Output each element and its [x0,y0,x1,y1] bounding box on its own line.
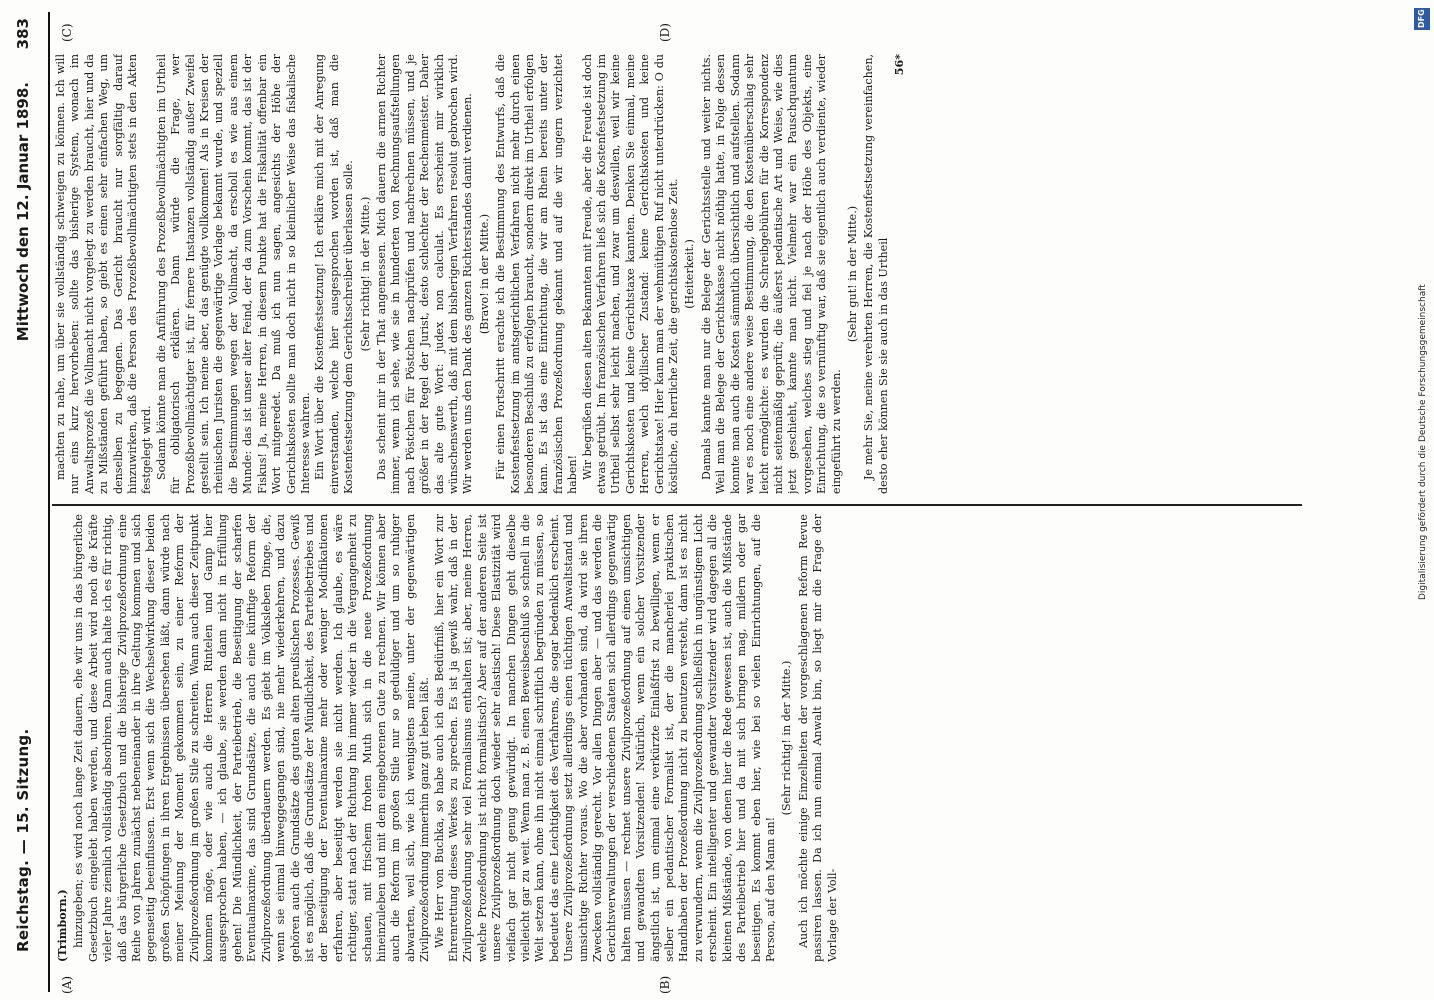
interjection: (Bravo! in der Mitte.) [477,213,491,335]
header-left: Reichstag. — 15. Sitzung. [14,728,32,952]
left-paragraph: Auch ich möchte einige Einzelheiten der vorgeschlagenen Reform Revue passiren lassen. Da ich nun einmal Anwalt bin, so liegt mir die Frage der Vorlage der Voll- [796,514,839,962]
interjection: (Heiterkeit.) [683,239,697,309]
rotated-content [8,12,1380,992]
left-column [54,514,1294,962]
right-paragraph: Je mehr Sie, meine verehrten Herren, die Kostenfestsetzung vereinfachen, desto eher können Sie sie auch in das Urtheil [862,54,890,494]
column-divider [52,505,1302,507]
interjection: (Sehr richtig! in der Mitte.) [780,660,794,816]
right-paragraph: Für einen Fortschritt erachte ich die Bestimmung des Entwurfs, daß die Kostenfestsetzung im amtsgerichtlichen Verfahren nicht mehr durch einen besonderen Beschluß zu erfolgen braucht, sondern direkt im Urtheil erfolgen kann. Es ist das eine Einrichtung, die wir am Rhein bereits unter der französischen Prozeßordnung gekannt und auf die wir ungern verzichtet haben! [494,54,580,494]
sheet-signature: 56* [893,54,907,76]
margin-mark-c: (C) [60,23,74,42]
left-paragraph: hinzugeben; es wird noch lange Zeit dauern, ehe wir uns in das bürgerliche Gesetzbuch eingelebt haben werden, und diese Arbeit wird noch die Kräfte vieler Jahre ziemlich vollständig absorbiren. Dann auch halte ich es für richtig, daß das bürgerliche Gesetzbuch und die bisherige Zivilprozeßordnung eine Reihe von Jahren zunächst nebeneinander in ihre Geltung kommen und sich gegenseitig beeinflussen. Erst wenn sich die Wechselwirkung dieser beiden großen Schöpfungen in ihren Ergebnissen übersehen läßt, dann würde nach meiner Meinung der Moment gekommen sein, zu einer Reform der Zivilprozeßordnung im großen Stile zu schreiten. Wann auch dieser Zeitpunkt kommen möge, oder wie auch die Herren Rintelen und Gamp hier ausgesprochen haben, — ich glaube, sie werden dann nicht in Erfüllung gehen! Die Mündlichkeit, der Parteibetrieb, die Beseitigung der scharfen Eventualmaxime, das sind Grundsätze, die auch eine künftige Reform der Zivilprozeßordnung überdauern werden. Es giebt im Volksleben Dinge, die, wenn sie einmal hinweggegangen sind, nie mehr wiederkehren, und dazu gehören auch die Grundsätze des guten alten preußischen Prozesses. Gewiß ist es möglich, daß die Grundsätze der Mündlichkeit, des Parteibetriebes und der Beseitigung der Eventualmaxime mehr oder weniger Modifikationen erfahren, aber beseitigt werden sie nicht werden. Ich glaube, es wäre richtiger, statt nach der Richtung hin immer wieder in die Vergangenheit zu schauen, mit frischem frohen Muth sich in die neue Prozeßordnung hineinzuleben und mit dem eingeborenen Gute zu rechnen. Wir können aber auch die Reform im großen Stile nur so geduldiger und um so ruhiger abwarten, weil sich, wie ich wenigstens meine, unter der gegenwärtigen Zivilprozeßordnung immerhin ganz gut leben läßt. [72,514,432,962]
running-head [8,12,50,992]
right-paragraph: Das scheint mir in der That angemessen. Mich dauern die armen Richter immer, wenn ich sehe, wie sie in hunderten von Rechnungsaufstellungen nach Pöstchen für Pöstchen nachprüfen und nachrechnen müssen, und je größer in der Regel der Jurist, desto schlechter der Rechenmeister. Daher das alte gute Wort: judex non calculat. Es erscheint mir wirklich wünschenswerth, daß mit dem bisherigen Verfahren resolut gebrochen wird. Wir werden uns den Dank des ganzen Richterstandes damit verdienen. [374,54,475,494]
margin-mark-d: (D) [658,23,672,42]
right-paragraph: Ein Wort über die Kostenfestsetzung! Ich erkläre mich mit der Anregung einverstanden, welche hier ausgesprochen worden ist, daß man die Kostenfestsetzung dem Gerichtsschreiber überlassen solle. [313,54,356,494]
right-paragraph: Damals kannte man nur die Belege der Gerichtsstelle und weiter nichts. Weil man die Belege der Gerichtskasse nicht nöthig hatte, in Folge dessen konnte man auch die Kosten sämmtlich übersichtlich und aufstellen. Sodann war es noch eine andere weise Bestimmung, die den Kostenüberschlag sehr leicht ermöglichte: es wurden die Schreibgebühren für die Korrespondenz nicht seitenmäßig geprüft; die äußerst pedantische Art und Weise, wie dies jetzt geschieht, kannte man nicht. Vielmehr war ein Pauschquantum vorgesehen, welches stieg und fiel je nach der Höhe des Objekts, eine Einrichtung, die so vernünftig war, daß sie eigentlich auch verdiente, wieder eingeführt zu werden. [699,54,843,494]
speaker-tag: (Trimborn.) [56,889,69,962]
right-paragraph: machten zu nahe, um über sie vollständig schweigen zu können. Ich will nur eins kurz hervorheben: sollte das bisherige System, wonach im Anwaltsprozeß die Vollmacht nicht vorgelegt zu werden braucht, hier und da zu Mißständen geführt haben, so giebt es einen sehr einfachen Weg, um denselben zu begegnen. Das Gericht braucht nur sorgfältig darauf hinzuwirken, daß die Person des Prozeßbevollmächtigten stets in den Akten festgelegt wird. [54,54,154,494]
digitization-credit: Digitalisierung gefördert durch die Deutsche Forschungsgemeinschaft [1418,284,1428,600]
page-number: 383 [14,18,32,50]
margin-mark-a: (A) [60,975,74,994]
interjection: (Sehr gut! in der Mitte.) [845,205,859,343]
dfg-logo: DFG [1414,8,1430,30]
right-column [54,54,1294,494]
header-right: Mittwoch den 12. Januar 1898. [14,82,32,342]
right-paragraph: Wir begrüßen diesen alten Bekannten mit Freude, aber die Freude ist doch etwas getrübt. Im französischen Verfahren ließ sich die Kostenfestsetzung im Urtheil selbst sehr leicht machen, und zwar um deswillen, weil wir keine Gerichtskosten und keine Gerichtstaxe kannten. Denken Sie einmal, meine Herren, welch idyllischer Zustand: keine Gerichtskosten und keine Gerichtstaxe! Hier kann man der wehmüthigen Ruf nicht unterdrücken: O du köstliche, du herrliche Zeit, die gerichtskostenlose Zeit. [580,54,681,494]
left-paragraph: Wie Herr von Buchka, so habe auch ich das Bedürfniß, hier ein Wort zur Ehrenrettung dieses Werkes zu sprechen. Es ist ja gewiß wahr, daß in der Zivilprozeßordnung sehr viel Formalismus enthalten ist; aber, meine Herren, welche Prozeßordnung ist nicht formalistisch? Aber auf der anderen Seite ist unsere Zivilprozeßordnung doch wieder sehr elastisch! Diese Elastizität wird vielfach gar nicht genug gewürdigt. In manchen Dingen geht dieselbe vielleicht gar zu weit. Wenn man z. B. einen Beweisbeschluß so schnell in die Welt setzen kann, ohne ihn nicht einmal schriftlich begründen zu müssen, so bedeutet das eine Leichtigkeit des Verfahrens, die sogar bedenklich erscheint. Unsere Zivilprozeßordnung setzt allerdings einen tüchtigen Anwaltstand und umsichtige Richter voraus. Wo die aber vorhanden sind, da wird sie ihren Zwecken vollständig gerecht. Vor allen Dingen aber — und das werden die Gerichtsverwaltungen der verschiedenen Staaten sich allerdings gegenwärtig halten müssen — rechnet unsere Zivilprozeßordnung auf einen umsichtigen und gewandten Vorsitzenden! Natürlich, wenn ein solcher Vorsitzender ängstlich ist, um einmal eine verkürzte Einlaßfrist zu bewilligen, wenn er selber ein pedantischer Formalist ist, der die mancherlei praktischen Handhaben der Prozeßordnung nicht zu benutzen versteht, dann ist es nicht zu verwundern, wenn die Zivilprozeßordnung schließlich in ungünstigem Licht erscheint. Ein intelligenter und gewandter Vorsitzender wird dagegen all die kleinen Mißstände, von denen hier die Rede gewesen ist, auch die Mißstände des Parteibetrieb hier und da mit sich bringen mag, mildern oder gar beseitigen. Es kommt eben hier, wie bei so vielen Einrichtungen, auf die Person, auf den Mann an! [432,514,777,962]
interjection: (Sehr richtig! in der Mitte.) [358,196,372,352]
margin-mark-b: (B) [658,975,672,994]
right-paragraph: Sodann könnte man die Anführung des Prozeßbevollmächtigten im Urtheil für obligatorisch erklären. Dann würde die Frage, wer Prozeßbevollmächtigter ist, für fernere Instanzen vollständig außer Zweifel gestellt sein. Ich meine aber, das genügte vollkommen! Als in Kreisen der rheinischen Juristen die gegenwärtige Vorlage bekannt wurde, und speziell die Bestimmungen wegen der Vollmacht, da erscholl es wie aus einem Munde: das ist unser alter Feind, der da zum Vorschein kommt, das ist der Fiskus! Ja, meine Herren, in diesem Punkte hat die Fiskalität offenbar ein Wort mitgeredet. Da muß ich nun sagen, angesichts der Höhe der Gerichtskosten sollte man doch nicht in so kleinlicher Weise das fiskalische Interesse wahren. [154,54,312,494]
